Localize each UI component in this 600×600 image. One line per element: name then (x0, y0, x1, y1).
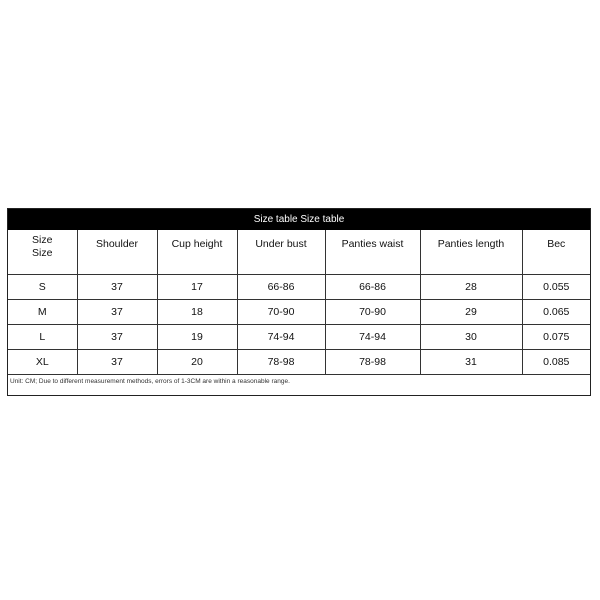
cell-size: M (8, 300, 77, 325)
header-panties-length: Panties length (420, 230, 522, 275)
cell-bec: 0.065 (522, 300, 590, 325)
cell-size: L (8, 325, 77, 350)
cell-shoulder: 37 (77, 275, 157, 300)
cell-bec: 0.055 (522, 275, 590, 300)
cell-shoulder: 37 (77, 325, 157, 350)
cell-cup-height: 20 (157, 350, 237, 375)
cell-panties-length: 31 (420, 350, 522, 375)
cell-panties-waist: 66-86 (325, 275, 420, 300)
cell-under-bust: 66-86 (237, 275, 325, 300)
header-shoulder: Shoulder (77, 230, 157, 275)
size-table (8, 230, 590, 375)
cell-under-bust: 78-98 (237, 350, 325, 375)
cell-panties-length: 30 (420, 325, 522, 350)
header-cup-height: Cup height (157, 230, 237, 275)
cell-panties-length: 29 (420, 300, 522, 325)
cell-cup-height: 18 (157, 300, 237, 325)
cell-shoulder: 37 (77, 300, 157, 325)
cell-size: S (8, 275, 77, 300)
cell-under-bust: 70-90 (237, 300, 325, 325)
header-size-bottom: Size (32, 247, 53, 259)
cell-panties-waist: 74-94 (325, 325, 420, 350)
table-row (8, 300, 590, 325)
header-under-bust: Under bust (237, 230, 325, 275)
cell-under-bust: 74-94 (237, 325, 325, 350)
table-row (8, 275, 590, 300)
cell-bec: 0.085 (522, 350, 590, 375)
measurement-note: Unit: CM; Due to different measurement methods, errors of 1-3CM are within a reasonable range. (10, 378, 290, 385)
cell-shoulder: 37 (77, 350, 157, 375)
cell-size: XL (8, 350, 77, 375)
header-bec: Bec (522, 230, 590, 275)
cell-cup-height: 19 (157, 325, 237, 350)
cell-bec: 0.075 (522, 325, 590, 350)
cell-panties-length: 28 (420, 275, 522, 300)
table-title: Size table Size table (8, 209, 590, 230)
header-size (8, 230, 77, 275)
header-row (8, 230, 590, 275)
table-row (8, 325, 590, 350)
table-row (8, 350, 590, 375)
header-panties-waist: Panties waist (325, 230, 420, 275)
header-size-top: Size (32, 234, 53, 246)
cell-panties-waist: 70-90 (325, 300, 420, 325)
cell-panties-waist: 78-98 (325, 350, 420, 375)
size-table-card (7, 208, 591, 396)
cell-cup-height: 17 (157, 275, 237, 300)
